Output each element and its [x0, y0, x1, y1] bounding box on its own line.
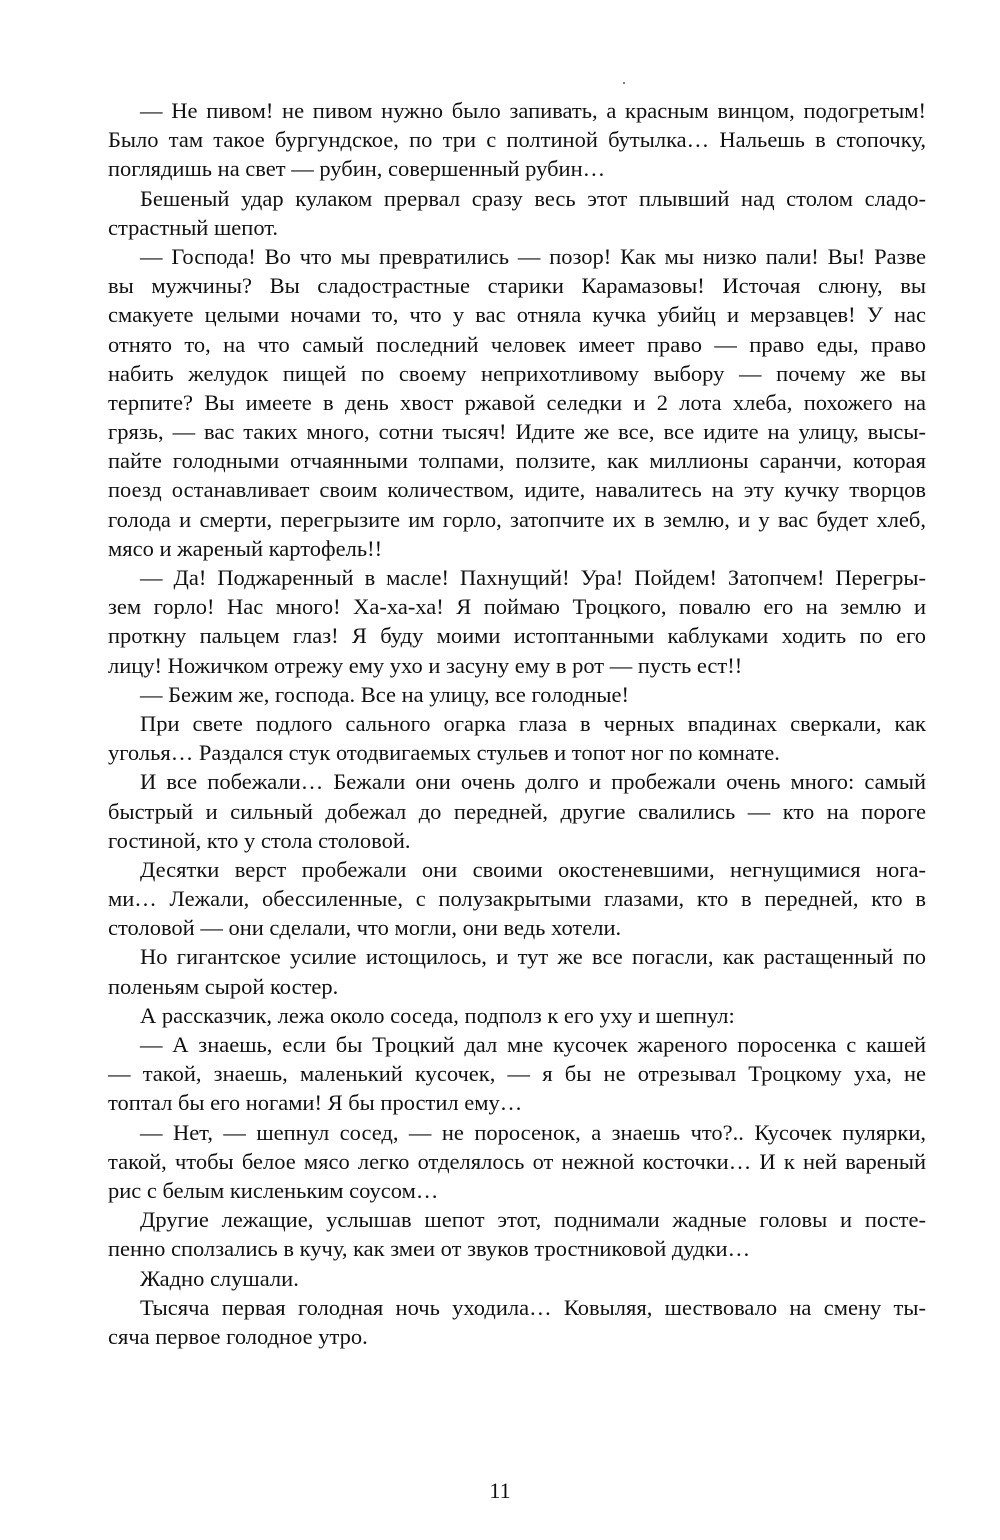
text-line: Тысяча первая голодная ночь уходила… Ковыляя, шествовало на смену ты- — [140, 1294, 926, 1320]
text-line: При свете подлого сального огарка глаза в черных впадинах сверкали, как — [140, 710, 926, 736]
text-line: страстный шепот. — [108, 214, 279, 240]
text-line: А рассказчик, лежа около соседа, подполз к его уху и шепнул: — [140, 1002, 735, 1028]
paragraph — [108, 1293, 926, 1351]
text-line: отнято то, на что самый последний человек имеет право — право еды, право — [108, 331, 926, 357]
text-line: такой, чтобы белое мясо легко отделялось от нежной косточки… И к ней вареный — [108, 1148, 926, 1174]
text-line: Но гигантское усилие истощилось, и тут же все погасли, как растащенный по — [140, 944, 926, 970]
text-line: — Бежим же, господа. Все на улицу, все голодные! — [140, 681, 630, 707]
text-line: набить желудок пищей по своему неприхотливому выбору — почему же вы — [108, 360, 926, 386]
paragraph — [108, 855, 926, 943]
text-line: сяча первое голодное утро. — [108, 1323, 368, 1349]
text-line: Бешеный удар кулаком прервал сразу весь этот плывший над столом сладо- — [140, 185, 926, 211]
text-line: Было там такое бургундское, по три с полтиной бутылка… Нальешь в стопочку, — [108, 127, 926, 153]
text-line: смакуете целыми ночами то, что у вас отняла кучка убийц и мерзавцев! У нас — [108, 302, 926, 328]
text-line: — Да! Поджаренный в масле! Пахнущий! Ура! Пойдем! Затопчем! Перегры- — [140, 565, 926, 590]
text-line: поленьям сырой костер. — [108, 973, 339, 999]
paragraph — [108, 767, 926, 855]
page-number: 11 — [489, 1478, 511, 1503]
paragraph — [108, 709, 926, 767]
text-line: гостиной, кто у стола столовой. — [108, 827, 411, 853]
text-line: мясо и жареный картофель!! — [108, 535, 383, 561]
paragraph — [108, 1205, 926, 1263]
text-line: — Господа! Во что мы превратились — позор! Как мы низко пали! Вы! Разве — [140, 243, 926, 269]
text-line: пайте голодными отчаянными толпами, ползите, как миллионы саранчи, которая — [108, 448, 926, 474]
paragraph — [108, 1118, 926, 1206]
text-line: быстрый и сильный добежал до передней, другие свалились — кто на пороге — [108, 798, 926, 824]
text-line: И все побежали… Бежали они очень долго и пробежали очень много: самый — [140, 769, 926, 795]
scan-speck — [623, 82, 625, 84]
paragraph — [108, 1030, 926, 1118]
paragraph — [108, 1001, 926, 1030]
text-line: вы мужчины? Вы сладострастные старики Карамазовы! Источая слюну, вы — [108, 273, 926, 299]
page-body — [108, 96, 926, 1351]
text-line: грязь, — вас таких много, сотни тысяч! Идите же все, все идите на улицу, высы- — [108, 419, 926, 445]
text-line: Десятки верст пробежали они своими окостеневшими, негнущимися нога- — [140, 856, 926, 882]
text-line: терпите? Вы имеете в день хвост ржавой селедки и 2 лота хлеба, похожего на — [108, 389, 926, 415]
paragraph — [108, 242, 926, 563]
paragraph — [108, 680, 926, 709]
text-line: пенно сползались в кучу, как змеи от звуков тростниковой дудки… — [108, 1236, 751, 1262]
text-line: поглядишь на свет — рубин, совершенный рубин… — [108, 156, 606, 182]
paragraph — [108, 1264, 926, 1293]
text-line: поезд останавливает своим количеством, идите, навалитесь на эту кучку творцов — [108, 477, 926, 503]
text-line: — Нет, — шепнул сосед, — не поросенок, а знаешь что?.. Кусочек пулярки, — [140, 1119, 926, 1145]
paragraph — [108, 942, 926, 1000]
paragraph — [108, 563, 926, 680]
text-line: рис с белым кисленьким соусом… — [108, 1177, 439, 1203]
text-line: зем горло! Нас много! Ха-ха-ха! Я поймаю Троцкого, повалю его на землю и — [108, 594, 926, 620]
text-line: — такой, знаешь, маленький кусочек, — я бы не отрезывал Троцкому уха, не — [108, 1061, 926, 1087]
paragraph — [108, 184, 926, 242]
text-line: голода и смерти, перегрызите им горло, затопчите их в землю, и у вас будет хлеб, — [108, 506, 926, 532]
text-line: ми… Лежали, обессиленные, с полузакрытыми глазами, кто в передней, кто в — [108, 886, 926, 912]
text-line: топтал бы его ногами! Я бы простил ему… — [108, 1090, 523, 1116]
paragraph — [108, 96, 926, 184]
text-line: уголья… Раздался стук отодвигаемых стульев и топот ног по комнате. — [108, 740, 780, 766]
text-line: проткну пальцем глаз! Я буду моими истоптанными каблуками ходить по его — [108, 623, 926, 649]
text-line: — Не пивом! не пивом нужно было запивать, а красным винцом, подогретым! — [140, 98, 926, 123]
text-line: лицу! Ножичком отрежу ему ухо и засуну ему в рот — пусть ест!! — [108, 652, 743, 678]
text-line: — А знаешь, если бы Троцкий дал мне кусочек жареного поросенка с кашей — [140, 1032, 926, 1057]
text-line: Другие лежащие, услышав шепот этот, поднимали жадные головы и посте- — [140, 1207, 926, 1233]
text-line: Жадно слушали. — [140, 1265, 299, 1291]
text-line: столовой — они сделали, что могли, они ведь хотели. — [108, 915, 622, 941]
